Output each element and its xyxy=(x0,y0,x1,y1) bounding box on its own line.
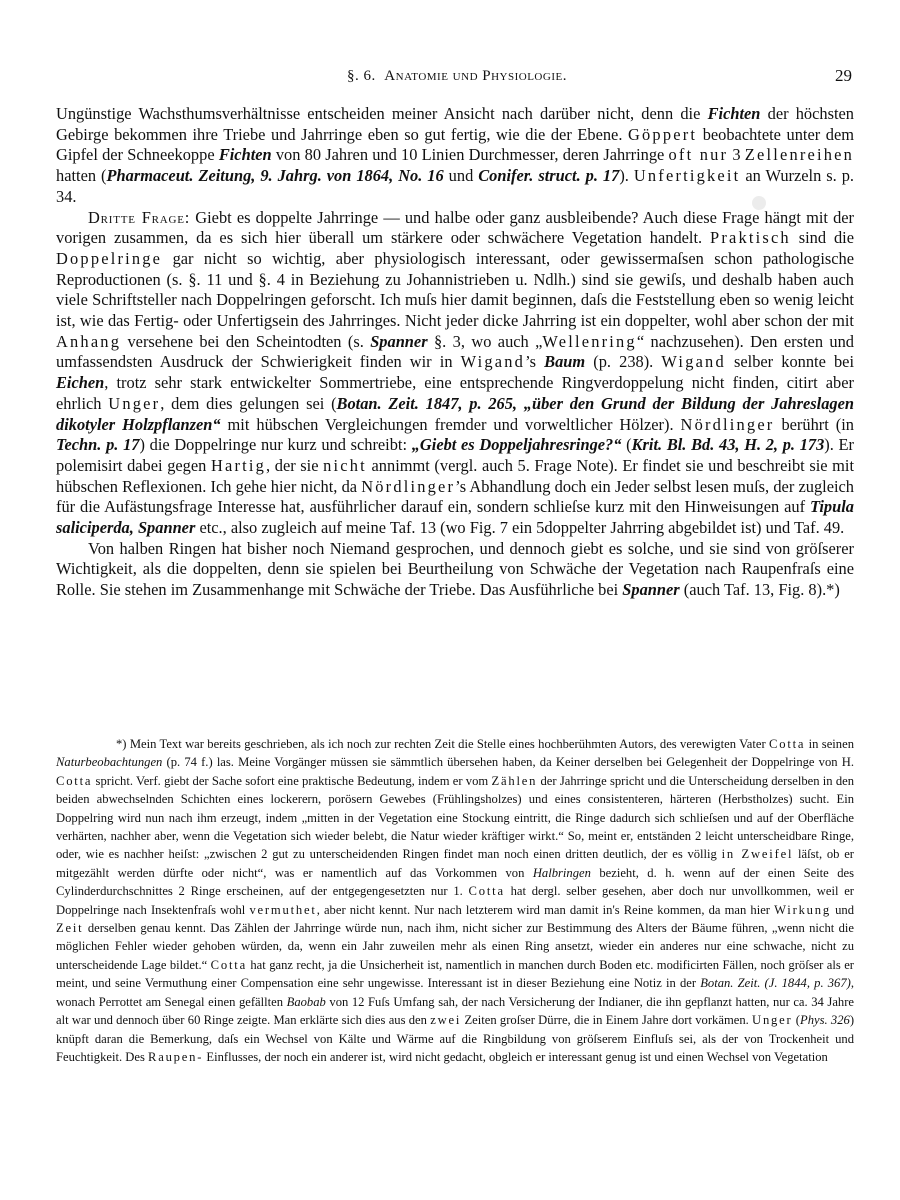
spaced-run: Wellenring xyxy=(542,331,637,351)
text-run: ’s xyxy=(525,352,545,372)
italic-run: „Giebt es Doppeljahresringe?“ xyxy=(411,435,622,455)
text-run: von 80 Jahren und 10 Linien Durchmesser, deren Jahrringe xyxy=(271,145,669,165)
italic-run: Spanner xyxy=(622,580,680,600)
text-run: ) knüpft daran die Bemerkung, daſs ein Wechsel von Kälte und Wärme auf die Ringbildung von gröſserem Einfluſs sei, als der von Trockenheit und Feuchtigkeit. Des xyxy=(56,1013,855,1064)
spaced-run: Unger xyxy=(108,393,161,413)
text-run: (p. 238). xyxy=(585,352,662,372)
spaced-run: Cotta xyxy=(210,957,247,972)
spaced-run: Zeit xyxy=(56,921,84,936)
text-run: 3 xyxy=(728,145,745,165)
footnote-text xyxy=(56,735,854,1066)
italic-run: Pharmaceut. Zeitung, 9. Jahrg. von 1864, No. 16 xyxy=(106,166,444,186)
text-run: *) Mein Text war bereits geschrieben, als ich noch zur rechten Zeit die Stelle eines hochberühmten Autors, des verewigten Vater xyxy=(116,737,770,751)
italic-run: Phys. 326 xyxy=(800,1013,850,1028)
text-run: derselben genau kennt. Das Zählen der Jahrringe würde nun, nach ihm, nicht sicher zur Bestimmung des Alters der Bäume führen, „wenn nicht die möglichen Fehler wieder gehoben würden, da, wenn ein Jahr zuweilen mehr als einen Ring ansetzt, wieder ein anderes nur eine schwache, nicht zu unterscheidende Lage bildet.“ xyxy=(56,921,854,972)
text-run: selber konnte bei xyxy=(725,352,855,372)
text-run: Giebt es doppelte Jahrringe — und halbe oder ganz ausbleibende? Auch diese Frage hängt mit der vorigen zusammen, da es sich hier überall um stärkere oder schwächere Vegetation handelt. xyxy=(56,207,854,248)
spaced-run: Nördlinger xyxy=(680,414,775,434)
text-run: Einflusses, der noch ein anderer ist, wird nicht gedacht, obgleich er interessant genug ist und einen Wechsel von Vegetation xyxy=(203,1049,828,1064)
paragraph-2 xyxy=(56,208,854,539)
text-run: , der sie xyxy=(266,455,324,475)
spaced-run: Wigand xyxy=(460,352,526,372)
text-run: in seinen xyxy=(805,737,854,751)
text-run: , dem dies gelungen sei ( xyxy=(160,393,337,413)
text-run: ). Er polemisirt dabei gegen xyxy=(56,435,855,475)
spaced-run: Hartig xyxy=(210,455,267,475)
text-run: mit hübschen Vergleichungen fremder und vorweltlicher Hölzer). xyxy=(220,414,681,434)
spaced-run: Wirkung xyxy=(774,902,831,917)
italic-run: Baum xyxy=(544,352,586,372)
text-run: läſst, ob er mitgezählt werden dürfte oder nicht“, was er namentlich auf das Vorkommen von xyxy=(56,847,854,880)
italic-run: Techn. p. 17 xyxy=(56,435,140,455)
text-run: beobachtete unter dem Gipfel der Schneekoppe xyxy=(56,124,854,165)
text-run: , aber nicht kennt. Nur nach letzterem wird man damit in's Reine kommen, da man hier xyxy=(316,902,775,917)
text-run: §. 3, wo auch „ xyxy=(427,331,543,351)
text-run: hatten ( xyxy=(56,166,107,186)
text-run: und xyxy=(443,166,479,186)
text-run: Von halben Ringen hat bisher noch Niemand gesprochen, und dennoch giebt es solche, und sie sind von gröſserer Wichtigkeit, als die doppelten, denn sie spielen bei Beurtheilung von Schwäche der Vegetation nach Raupenfraſs eine Rolle. Sie stehen im Zusammenhange mit Schwäche der Triebe. Das Ausführliche bei xyxy=(56,538,854,600)
text-run: Ungünstige Wachsthumsverhältnisse entscheiden meiner Ansicht nach darüber nicht, denn die xyxy=(56,104,708,123)
text-run: versehene bei den Scheintodten (s. xyxy=(121,331,371,351)
footnote xyxy=(56,735,854,1066)
text-run: ( xyxy=(792,1013,801,1028)
text-run: (auch Taf. 13, Fig. 8).*) xyxy=(679,580,840,600)
spaced-run: Cotta xyxy=(56,773,93,788)
main-text xyxy=(56,104,854,601)
italic-run: Conifer. struct. p. 17 xyxy=(478,166,620,186)
spaced-run: Raupen- xyxy=(148,1049,204,1064)
spaced-run: Praktisch xyxy=(710,228,791,248)
spaced-run: Zellenreihen xyxy=(744,145,855,165)
text-run: von 12 Fuſs Umfang sah, der nach Versicherung der Indianer, die ihn gepflanzt hatten, nur ca. 34 Jahre alt war und dennoch über 60 Ringe zeigte. Man erklärte sich dies aus den xyxy=(56,994,855,1028)
italic-run: Fichten xyxy=(218,145,272,165)
ink-smudge xyxy=(752,196,766,210)
text-run: berührt (in xyxy=(774,414,855,434)
spaced-run: oft nur xyxy=(668,145,729,165)
text-run: Zeiten groſser Dürre, die in Einem Jahre dort vorkämen. xyxy=(461,1013,753,1028)
text-run: ). xyxy=(619,166,634,186)
spaced-run: Nördlinger xyxy=(361,476,456,496)
text-run: hat dergl. selber gesehen, aber doch nur unvollkommen, weil er Doppelringe nach Insektenfraſs wohl xyxy=(56,884,854,917)
spaced-run: Unger xyxy=(752,1013,793,1028)
spaced-run: Wigand xyxy=(661,352,726,372)
text-run: ) die Doppelringe nur kurz und schreibt: xyxy=(139,435,412,455)
text-run: hat ganz recht, ja die Unsicherheit ist, namentlich in manchen durch Boden etc. modificirten Fällen, noch gröſser als er meint, und seine Vermuthung einer Compensation eine sehr ungewisse. Interessant ist in dieser Beziehung eine Notiz in der xyxy=(56,957,854,991)
text-run: und xyxy=(830,902,854,917)
spaced-run: nicht xyxy=(323,455,367,475)
spaced-run: in Zweifel xyxy=(721,847,794,862)
italic-run: Spanner xyxy=(370,331,428,351)
spaced-run: Unfertigkeit xyxy=(633,166,741,186)
section-number: §. 6. xyxy=(347,68,376,84)
paragraph-3 xyxy=(56,539,854,601)
spaced-run: Anhang xyxy=(56,331,122,351)
italic-run: Halbringen xyxy=(532,865,591,880)
paragraph-1 xyxy=(56,104,854,208)
header-title xyxy=(60,68,854,85)
text-run: an Wurzeln s. p. 34. xyxy=(56,166,855,206)
italic-run: Eichen xyxy=(56,373,105,393)
smallcaps-run: Dritte Frage: xyxy=(88,207,191,227)
spaced-run: Doppelringe xyxy=(56,248,163,268)
spaced-run: Cotta xyxy=(468,884,505,899)
italic-run: Botan. Zeit. (J. 1844, p. 367) xyxy=(700,976,851,991)
text-run: ’s Abhandlung doch ein Jeder selbst lesen muſs, der zugleich für die Aufästungsfrage Interesse hat, ausführlicher darauf ein, sondern schlieſse kurz mit den Hinweisungen auf xyxy=(56,476,854,517)
text-run: spricht. Verf. giebt der Sache sofort eine praktische Bedeutung, indem er vom xyxy=(92,773,492,788)
text-run: bezieht, d. h. wenn auf der einen Seite des Cylinderdurchschnittes 2 Ringe erscheinen, auf der entgegengesetzten nur 1. xyxy=(56,865,855,899)
italic-run: Tipula saliciperda, Spanner xyxy=(56,497,854,538)
text-run: “ nachzusehen). Den ersten und umfassendsten Ausdruck der Schwierigkeit finden wir in xyxy=(56,331,854,372)
text-run: der höchsten Gebirge bekommen ihre Triebe und Jahrringe eben so gut fertig, wie die der Ebene. xyxy=(56,104,855,144)
page-number: 29 xyxy=(835,66,852,85)
text-run: ( xyxy=(621,435,632,455)
spaced-run: Cotta xyxy=(769,737,806,751)
italic-run: Krit. Bl. Bd. 43, H. 2, p. 173 xyxy=(631,435,825,455)
text-run: , wonach Perrottet am Senegal einen gefällten xyxy=(56,976,854,1009)
spaced-run: Zählen xyxy=(491,773,538,788)
spaced-run: Göppert xyxy=(628,124,698,144)
italic-run: Baobab xyxy=(286,994,326,1009)
running-header xyxy=(60,66,854,90)
spaced-run: zwei xyxy=(430,1013,462,1028)
text-run: (p. 74 f.) las. Meine Vorgänger müssen sie sämmtlich übersehen haben, da Keiner derselben bei Gelegenheit der Doppelringe von H. xyxy=(162,755,854,770)
text-run: annimmt (vergl. auch 5. Frage Note). Er findet sie und beschreibt sie mit hübschen Reflexionen. Ich gehe hier nicht, da xyxy=(56,455,855,496)
text-run: , trotz sehr stark entwickelter Sommertriebe, eine entsprechende Ringverdoppelung nicht finden, citirt aber ehrlich xyxy=(56,373,854,413)
text-run: sind die xyxy=(790,228,854,248)
text-run: der Jahrringe spricht und die Unterscheidung derselben in den beiden abwechselnden Schichten eines lockerern, porösern Gewebes (Frühlingsholzes) und eines consistenteren, härteren (Herbstholzes) sucht. Ein Doppelring wird nun nach ihm erzeugt, indem „mitten in der Vegetation eine Stockung eintritt, die Ringe dadurch sich schlieſsen und auf der Oberfläche verhärten, nachher aber, wenn die Vegetation sich wieder belebt, die Natur wieder kräftiger wirkt.“ So, meint er, entständen 2 leicht unterscheidbare Ringe, oder, wie es nachher heiſst: „zwischen 2 gut zu unterscheidenden Ringen findet man noch einen dritten deutlich, der es völlig xyxy=(56,773,855,862)
text-run: etc., also zugleich auf meine Taf. 13 (wo Fig. 7 ein 5doppelter Jahrring abgebildet ist) und Taf. 49. xyxy=(195,518,845,538)
italic-run: Fichten xyxy=(707,104,761,123)
italic-run: Naturbeobachtungen xyxy=(56,755,163,770)
text-run: gar nicht so wichtig, aber physiologisch interessant, oder gewissermaſsen schon pathologische Reproductionen (s. §. 11 und §. 4 in Beziehung zu Johannistrieben u. Ndlh.) sind sie gewiſs, und deshalb haben auch viele Schriftsteller nach Doppelringen geforscht. Ich muſs hier damit beginnen, daſs die Feststellung eben so wenig leicht ist, wie das Fertig- oder Unfertigsein des Jahrringes. Nicht jeder dicke Jahrring ist ein doppelter, wohl aber schon der mit xyxy=(56,248,854,331)
italic-run: Botan. Zeit. 1847, p. 265, „über den Grund der Bildung der Jahreslagen dikotyler Holzpflanzen“ xyxy=(56,393,854,434)
chapter-title: Anatomie und Physiologie. xyxy=(384,68,567,84)
spaced-run: vermuthet xyxy=(249,902,317,917)
